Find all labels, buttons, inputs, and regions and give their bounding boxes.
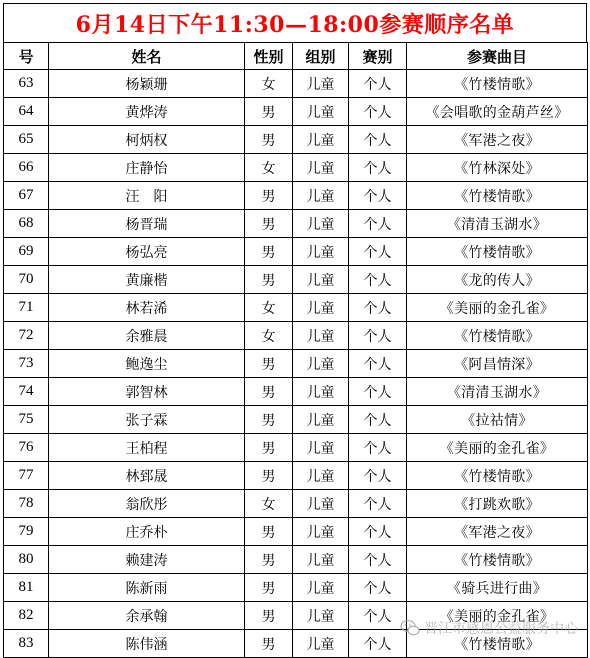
row-number: 64 — [4, 98, 49, 126]
row-group: 儿童 — [293, 602, 349, 630]
watermark-text: 晋江市感恩公益服务中心 — [424, 621, 578, 637]
table-row — [4, 630, 588, 658]
row-song: 《美丽的金孔雀》 — [407, 602, 588, 630]
row-number: 72 — [4, 322, 49, 350]
row-song: 《竹楼情歌》 — [407, 322, 588, 350]
row-group: 儿童 — [293, 266, 349, 294]
row-group: 儿童 — [293, 546, 349, 574]
row-name: 林若浠 — [49, 294, 245, 322]
row-group: 儿童 — [293, 70, 349, 98]
row-song: 《美丽的金孔雀》 — [407, 434, 588, 462]
row-gender: 男 — [245, 98, 293, 126]
header-song: 参赛曲目 — [407, 43, 588, 70]
row-group: 儿童 — [293, 238, 349, 266]
row-group: 儿童 — [293, 378, 349, 406]
table-row — [4, 154, 588, 182]
row-group: 儿童 — [293, 574, 349, 602]
row-number: 73 — [4, 350, 49, 378]
row-gender: 男 — [245, 182, 293, 210]
row-gender: 男 — [245, 126, 293, 154]
row-number: 81 — [4, 574, 49, 602]
row-song: 《拉祜情》 — [407, 406, 588, 434]
row-name: 赖建涛 — [49, 546, 245, 574]
row-song: 《骑兵进行曲》 — [407, 574, 588, 602]
table-row — [4, 574, 588, 602]
row-category: 个人 — [349, 182, 407, 210]
row-name: 王柏程 — [49, 434, 245, 462]
row-gender: 男 — [245, 434, 293, 462]
row-name: 杨弘亮 — [49, 238, 245, 266]
row-category: 个人 — [349, 378, 407, 406]
row-gender: 男 — [245, 462, 293, 490]
row-category: 个人 — [349, 322, 407, 350]
row-category: 个人 — [349, 70, 407, 98]
row-song: 《会唱歌的金葫芦丝》 — [407, 98, 588, 126]
table-row — [4, 378, 588, 406]
row-group: 儿童 — [293, 154, 349, 182]
row-number: 65 — [4, 126, 49, 154]
row-gender: 男 — [245, 406, 293, 434]
row-song: 《军港之夜》 — [407, 126, 588, 154]
row-number: 63 — [4, 70, 49, 98]
table-row — [4, 322, 588, 350]
row-number: 68 — [4, 210, 49, 238]
header-gender: 性别 — [245, 43, 293, 70]
row-name: 余承翰 — [49, 602, 245, 630]
row-category: 个人 — [349, 406, 407, 434]
row-song: 《龙的传人》 — [407, 266, 588, 294]
table-row — [4, 518, 588, 546]
row-gender: 女 — [245, 154, 293, 182]
row-group: 儿童 — [293, 406, 349, 434]
table-row — [4, 238, 588, 266]
row-category: 个人 — [349, 294, 407, 322]
table-row — [4, 294, 588, 322]
row-gender: 男 — [245, 238, 293, 266]
header-group: 组别 — [293, 43, 349, 70]
row-category: 个人 — [349, 238, 407, 266]
row-group: 儿童 — [293, 322, 349, 350]
row-group: 儿童 — [293, 350, 349, 378]
table-body — [4, 70, 588, 658]
roster-table — [3, 42, 588, 658]
table-row — [4, 266, 588, 294]
row-number: 79 — [4, 518, 49, 546]
row-group: 儿童 — [293, 490, 349, 518]
row-name: 柯炳权 — [49, 126, 245, 154]
header-category: 赛别 — [349, 43, 407, 70]
row-gender: 女 — [245, 490, 293, 518]
row-name: 庄静怡 — [49, 154, 245, 182]
row-song: 《打跳欢歌》 — [407, 490, 588, 518]
row-number: 71 — [4, 294, 49, 322]
row-song: 《军港之夜》 — [407, 518, 588, 546]
row-gender: 女 — [245, 322, 293, 350]
table-row — [4, 350, 588, 378]
row-group: 儿童 — [293, 126, 349, 154]
row-name: 林郅晟 — [49, 462, 245, 490]
row-category: 个人 — [349, 518, 407, 546]
row-group: 儿童 — [293, 294, 349, 322]
row-song: 《清清玉湖水》 — [407, 378, 588, 406]
row-song: 《竹楼情歌》 — [407, 70, 588, 98]
row-group: 儿童 — [293, 182, 349, 210]
table-row — [4, 490, 588, 518]
row-song: 《竹楼情歌》 — [407, 546, 588, 574]
table-row — [4, 546, 588, 574]
row-song: 《竹楼情歌》 — [407, 238, 588, 266]
row-category: 个人 — [349, 434, 407, 462]
row-category: 个人 — [349, 490, 407, 518]
row-gender: 男 — [245, 630, 293, 658]
row-category: 个人 — [349, 462, 407, 490]
row-number: 75 — [4, 406, 49, 434]
row-group: 儿童 — [293, 98, 349, 126]
row-song: 《竹楼情歌》 — [407, 462, 588, 490]
table-row — [4, 602, 588, 630]
row-number: 67 — [4, 182, 49, 210]
row-number: 74 — [4, 378, 49, 406]
row-song: 《竹林深处》 — [407, 154, 588, 182]
row-number: 70 — [4, 266, 49, 294]
row-name: 翁欣彤 — [49, 490, 245, 518]
row-gender: 女 — [245, 70, 293, 98]
table-row — [4, 406, 588, 434]
row-name: 黄廉楷 — [49, 266, 245, 294]
table-row — [4, 210, 588, 238]
row-gender: 男 — [245, 574, 293, 602]
row-category: 个人 — [349, 210, 407, 238]
row-song: 《阿昌情深》 — [407, 350, 588, 378]
row-number: 80 — [4, 546, 49, 574]
row-name: 庄乔朴 — [49, 518, 245, 546]
row-gender: 男 — [245, 210, 293, 238]
row-name: 郭智林 — [49, 378, 245, 406]
row-name: 陈伟涵 — [49, 630, 245, 658]
row-name: 杨晋瑞 — [49, 210, 245, 238]
row-group: 儿童 — [293, 210, 349, 238]
row-gender: 男 — [245, 602, 293, 630]
row-category: 个人 — [349, 546, 407, 574]
row-category: 个人 — [349, 154, 407, 182]
row-category: 个人 — [349, 98, 407, 126]
row-category: 个人 — [349, 350, 407, 378]
header-number: 号 — [4, 43, 49, 70]
row-name: 陈新雨 — [49, 574, 245, 602]
row-name: 张子霖 — [49, 406, 245, 434]
table-row — [4, 462, 588, 490]
page-title: 6月14日下午11:30—18:00参赛顺序名单 — [3, 3, 587, 42]
row-group: 儿童 — [293, 518, 349, 546]
row-gender: 男 — [245, 518, 293, 546]
table-row — [4, 98, 588, 126]
row-category: 个人 — [349, 126, 407, 154]
row-number: 83 — [4, 630, 49, 658]
row-category: 个人 — [349, 602, 407, 630]
row-gender: 女 — [245, 294, 293, 322]
table-row — [4, 434, 588, 462]
row-number: 77 — [4, 462, 49, 490]
row-category: 个人 — [349, 266, 407, 294]
row-number: 76 — [4, 434, 49, 462]
row-name: 鲍逸尘 — [49, 350, 245, 378]
row-name: 汪 阳 — [49, 182, 245, 210]
row-number: 69 — [4, 238, 49, 266]
row-name: 黄烨涛 — [49, 98, 245, 126]
table-row — [4, 126, 588, 154]
header-name: 姓名 — [49, 43, 245, 70]
row-group: 儿童 — [293, 434, 349, 462]
row-category: 个人 — [349, 574, 407, 602]
row-song: 《竹楼情歌》 — [407, 630, 588, 658]
row-gender: 男 — [245, 266, 293, 294]
row-category: 个人 — [349, 630, 407, 658]
table-header-row — [4, 43, 588, 70]
table-row — [4, 182, 588, 210]
row-number: 82 — [4, 602, 49, 630]
row-song: 《清清玉湖水》 — [407, 210, 588, 238]
row-group: 儿童 — [293, 630, 349, 658]
row-gender: 男 — [245, 378, 293, 406]
roster-sheet — [3, 3, 587, 658]
table-row — [4, 70, 588, 98]
row-name: 余雅晨 — [49, 322, 245, 350]
row-number: 78 — [4, 490, 49, 518]
row-song: 《美丽的金孔雀》 — [407, 294, 588, 322]
row-song: 《竹楼情歌》 — [407, 182, 588, 210]
row-name: 杨颖珊 — [49, 70, 245, 98]
row-gender: 男 — [245, 350, 293, 378]
row-group: 儿童 — [293, 462, 349, 490]
row-gender: 男 — [245, 546, 293, 574]
row-number: 66 — [4, 154, 49, 182]
